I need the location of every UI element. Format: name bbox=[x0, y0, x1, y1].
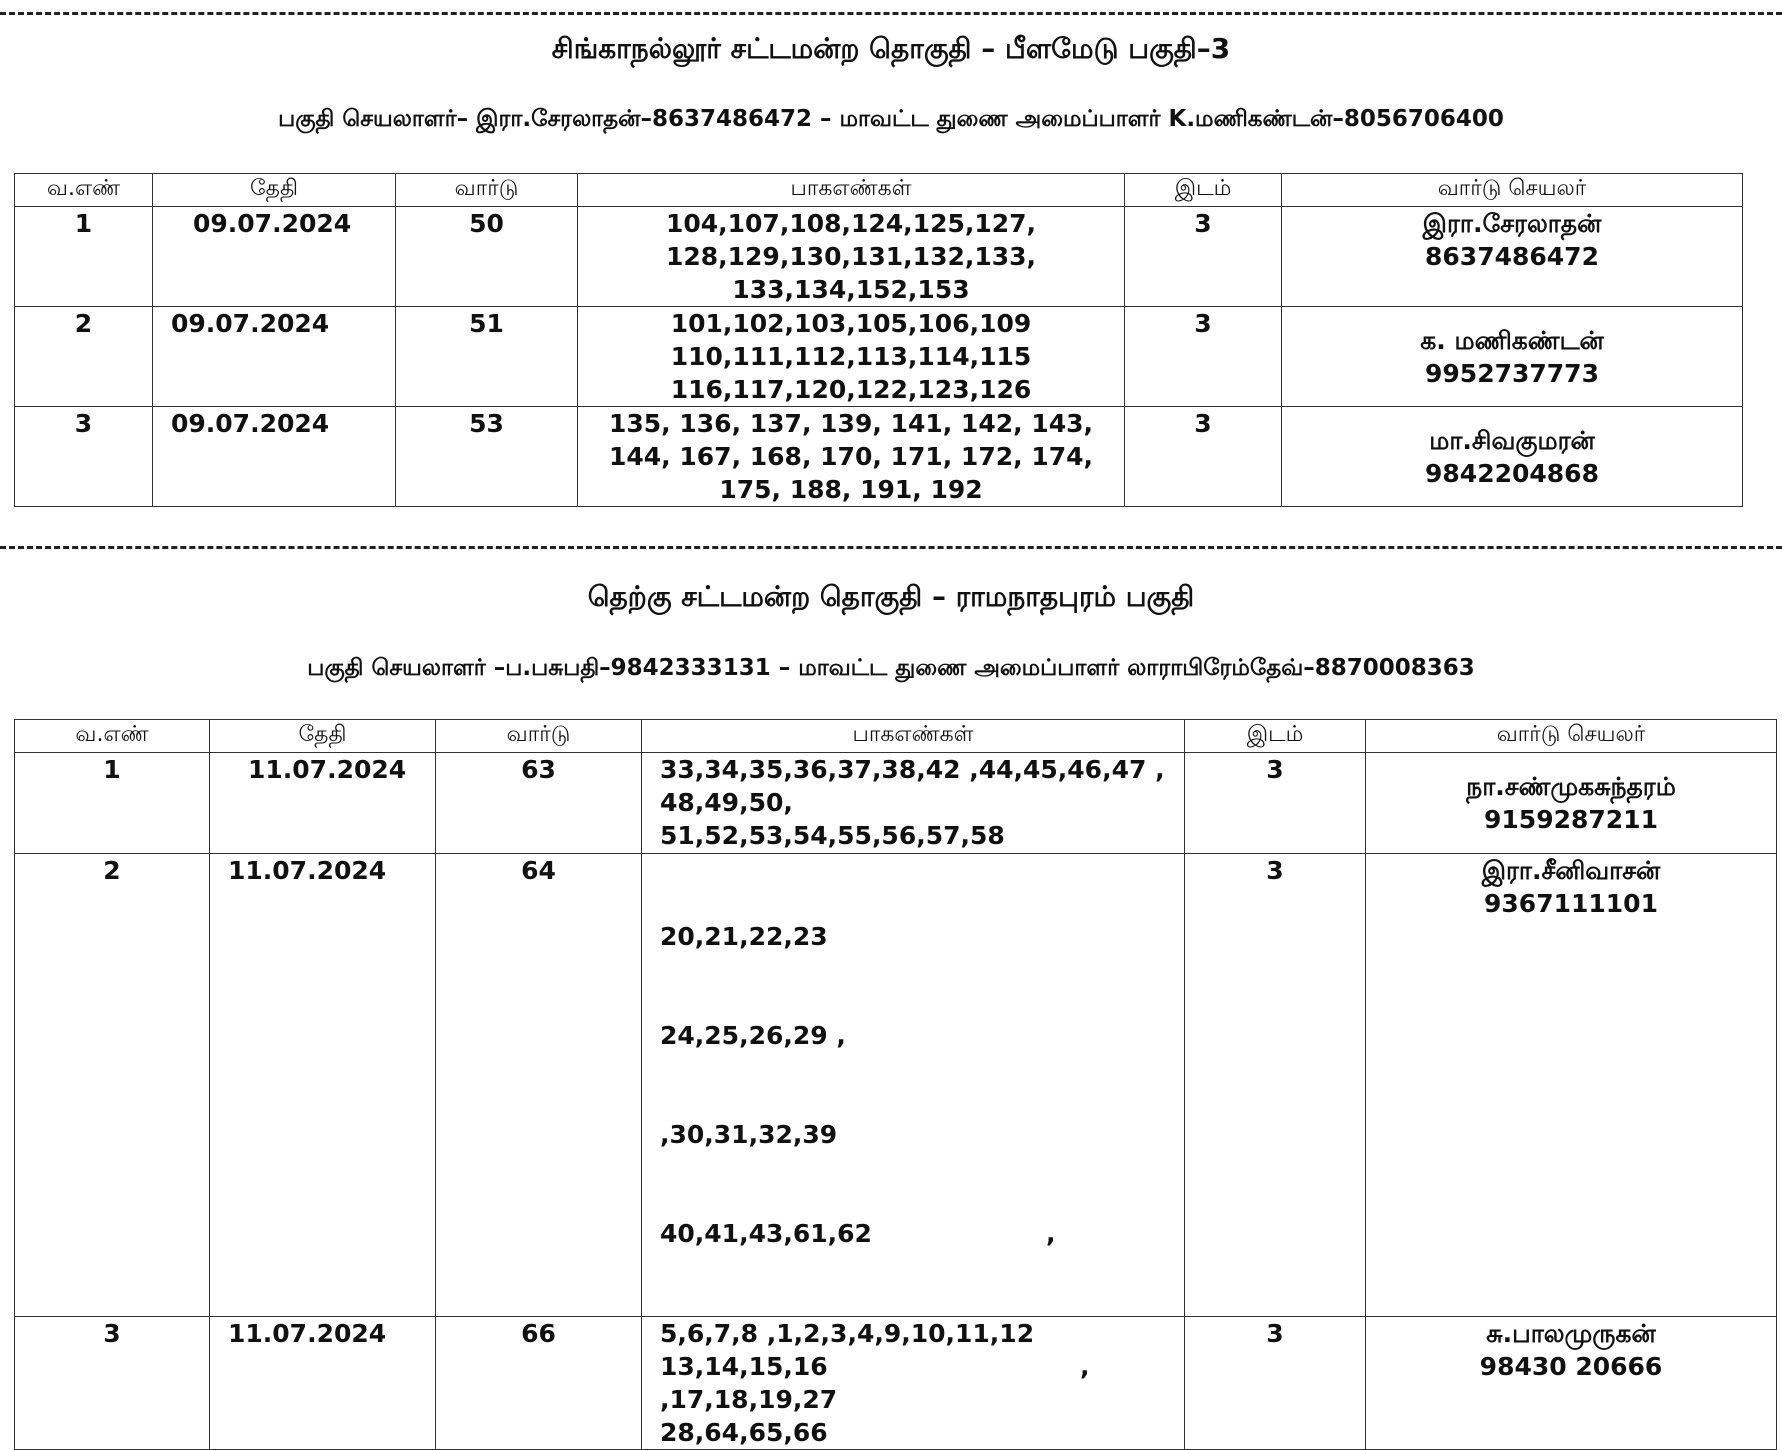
header-date: தேதி bbox=[153, 174, 396, 207]
secretary-name: இரா.சேரலாதன் bbox=[1422, 209, 1602, 238]
secretary-name: சு.பாலமுருகன் bbox=[1486, 1319, 1656, 1348]
table-header-row bbox=[15, 174, 1743, 207]
row-secretary bbox=[1366, 753, 1777, 854]
secretary-phone: 98430 20666 bbox=[1479, 1352, 1663, 1381]
middle-divider bbox=[0, 546, 1782, 549]
row-place: 3 bbox=[1125, 407, 1282, 507]
row-date: 11.07.2024 bbox=[210, 1317, 436, 1450]
table-row bbox=[15, 207, 1743, 307]
row-place: 3 bbox=[1185, 1317, 1366, 1450]
row-date: 11.07.2024 bbox=[210, 753, 436, 854]
row-secretary bbox=[1366, 854, 1777, 1317]
header-parts: பாகஎண்கள் bbox=[642, 720, 1185, 753]
row-sno: 2 bbox=[15, 307, 153, 407]
row-sno: 1 bbox=[15, 207, 153, 307]
header-place: இடம் bbox=[1185, 720, 1366, 753]
row-place: 3 bbox=[1185, 753, 1366, 854]
row-secretary bbox=[1282, 207, 1743, 307]
table-row bbox=[15, 1317, 1777, 1450]
table-row bbox=[15, 753, 1777, 854]
secretary-phone: 9159287211 bbox=[1484, 805, 1658, 834]
row-ward: 51 bbox=[396, 307, 578, 407]
row-secretary bbox=[1282, 407, 1743, 507]
secretary-phone: 9842204868 bbox=[1425, 458, 1599, 488]
table-row bbox=[15, 307, 1743, 407]
header-date: தேதி bbox=[210, 720, 436, 753]
row-parts: 20,21,22,23 24,25,26,29 , ,30,31,32,39 40,41,43,61,62 , bbox=[642, 854, 1185, 1317]
header-secretary: வார்டு செயலர் bbox=[1282, 174, 1743, 207]
row-place: 3 bbox=[1185, 854, 1366, 1317]
row-parts: 33,34,35,36,37,38,42 ,44,45,46,47 , 48,49,50, 51,52,53,54,55,56,57,58 bbox=[642, 753, 1185, 854]
section-1-title: சிங்காநல்லூர் சட்டமன்ற தொகுதி – பீளமேடு பகுதி–3 bbox=[551, 32, 1231, 65]
row-place: 3 bbox=[1125, 207, 1282, 307]
table-row bbox=[15, 407, 1743, 507]
row-date: 09.07.2024 bbox=[153, 407, 396, 507]
header-parts: பாகஎண்கள் bbox=[578, 174, 1125, 207]
row-parts: 101,102,103,105,106,109 110,111,112,113,114,115 116,117,120,122,123,126 bbox=[578, 307, 1125, 407]
row-parts: 104,107,108,124,125,127, 128,129,130,131,132,133, 133,134,152,153 bbox=[578, 207, 1125, 307]
secretary-name: நா.சண்முகசுந்தரம் bbox=[1466, 772, 1676, 801]
row-parts: 5,6,7,8 ,1,2,3,4,9,10,11,12 13,14,15,16 , ,17,18,19,27 28,64,65,66 bbox=[642, 1317, 1185, 1450]
row-sno: 3 bbox=[15, 407, 153, 507]
header-sno: வ.எண் bbox=[15, 174, 153, 207]
row-secretary bbox=[1282, 307, 1743, 407]
row-secretary bbox=[1366, 1317, 1777, 1450]
header-ward: வார்டு bbox=[436, 720, 642, 753]
row-ward: 64 bbox=[436, 854, 642, 1317]
row-date: 09.07.2024 bbox=[153, 307, 396, 407]
table-header-row bbox=[15, 720, 1777, 753]
secretary-phone: 9367111101 bbox=[1484, 889, 1658, 918]
row-sno: 1 bbox=[15, 753, 210, 854]
row-ward: 63 bbox=[436, 753, 642, 854]
row-sno: 2 bbox=[15, 854, 210, 1317]
row-parts: 135, 136, 137, 139, 141, 142, 143, 144, 167, 168, 170, 171, 172, 174, 175, 188, 191, 192 bbox=[578, 407, 1125, 507]
header-ward: வார்டு bbox=[396, 174, 578, 207]
secretary-phone: 9952737773 bbox=[1425, 358, 1599, 388]
section-1-table bbox=[14, 173, 1743, 507]
row-place: 3 bbox=[1125, 307, 1282, 407]
row-ward: 66 bbox=[436, 1317, 642, 1450]
top-divider bbox=[0, 12, 1782, 15]
header-sno: வ.எண் bbox=[15, 720, 210, 753]
section-1-subtitle: பகுதி செயலாளர்– இரா.சேரலாதன்–8637486472 – மாவட்ட துணை அமைப்பாளர் K.மணிகண்டன்–8056706400 bbox=[278, 106, 1504, 132]
table-row bbox=[15, 854, 1777, 1317]
header-secretary: வார்டு செயலர் bbox=[1366, 720, 1777, 753]
row-date: 09.07.2024 bbox=[153, 207, 396, 307]
row-sno: 3 bbox=[15, 1317, 210, 1450]
row-date: 11.07.2024 bbox=[210, 854, 436, 1317]
section-2-subtitle: பகுதி செயலாளர் –ப.பசுபதி–9842333131 – மாவட்ட துணை அமைப்பாளர் லாராபிரேம்தேவ்–8870008363 bbox=[307, 655, 1475, 681]
section-2-table bbox=[14, 719, 1777, 1450]
secretary-name: க. மணிகண்டன் bbox=[1420, 325, 1604, 355]
section-2-title: தெற்கு சட்டமன்ற தொகுதி – ராமநாதபுரம் பகுதி bbox=[587, 580, 1195, 613]
secretary-name: இரா.சீனிவாசன் bbox=[1481, 856, 1661, 885]
header-place: இடம் bbox=[1125, 174, 1282, 207]
row-ward: 50 bbox=[396, 207, 578, 307]
secretary-name: மா.சிவகுமரன் bbox=[1429, 425, 1595, 455]
secretary-phone: 8637486472 bbox=[1425, 242, 1599, 271]
row-ward: 53 bbox=[396, 407, 578, 507]
